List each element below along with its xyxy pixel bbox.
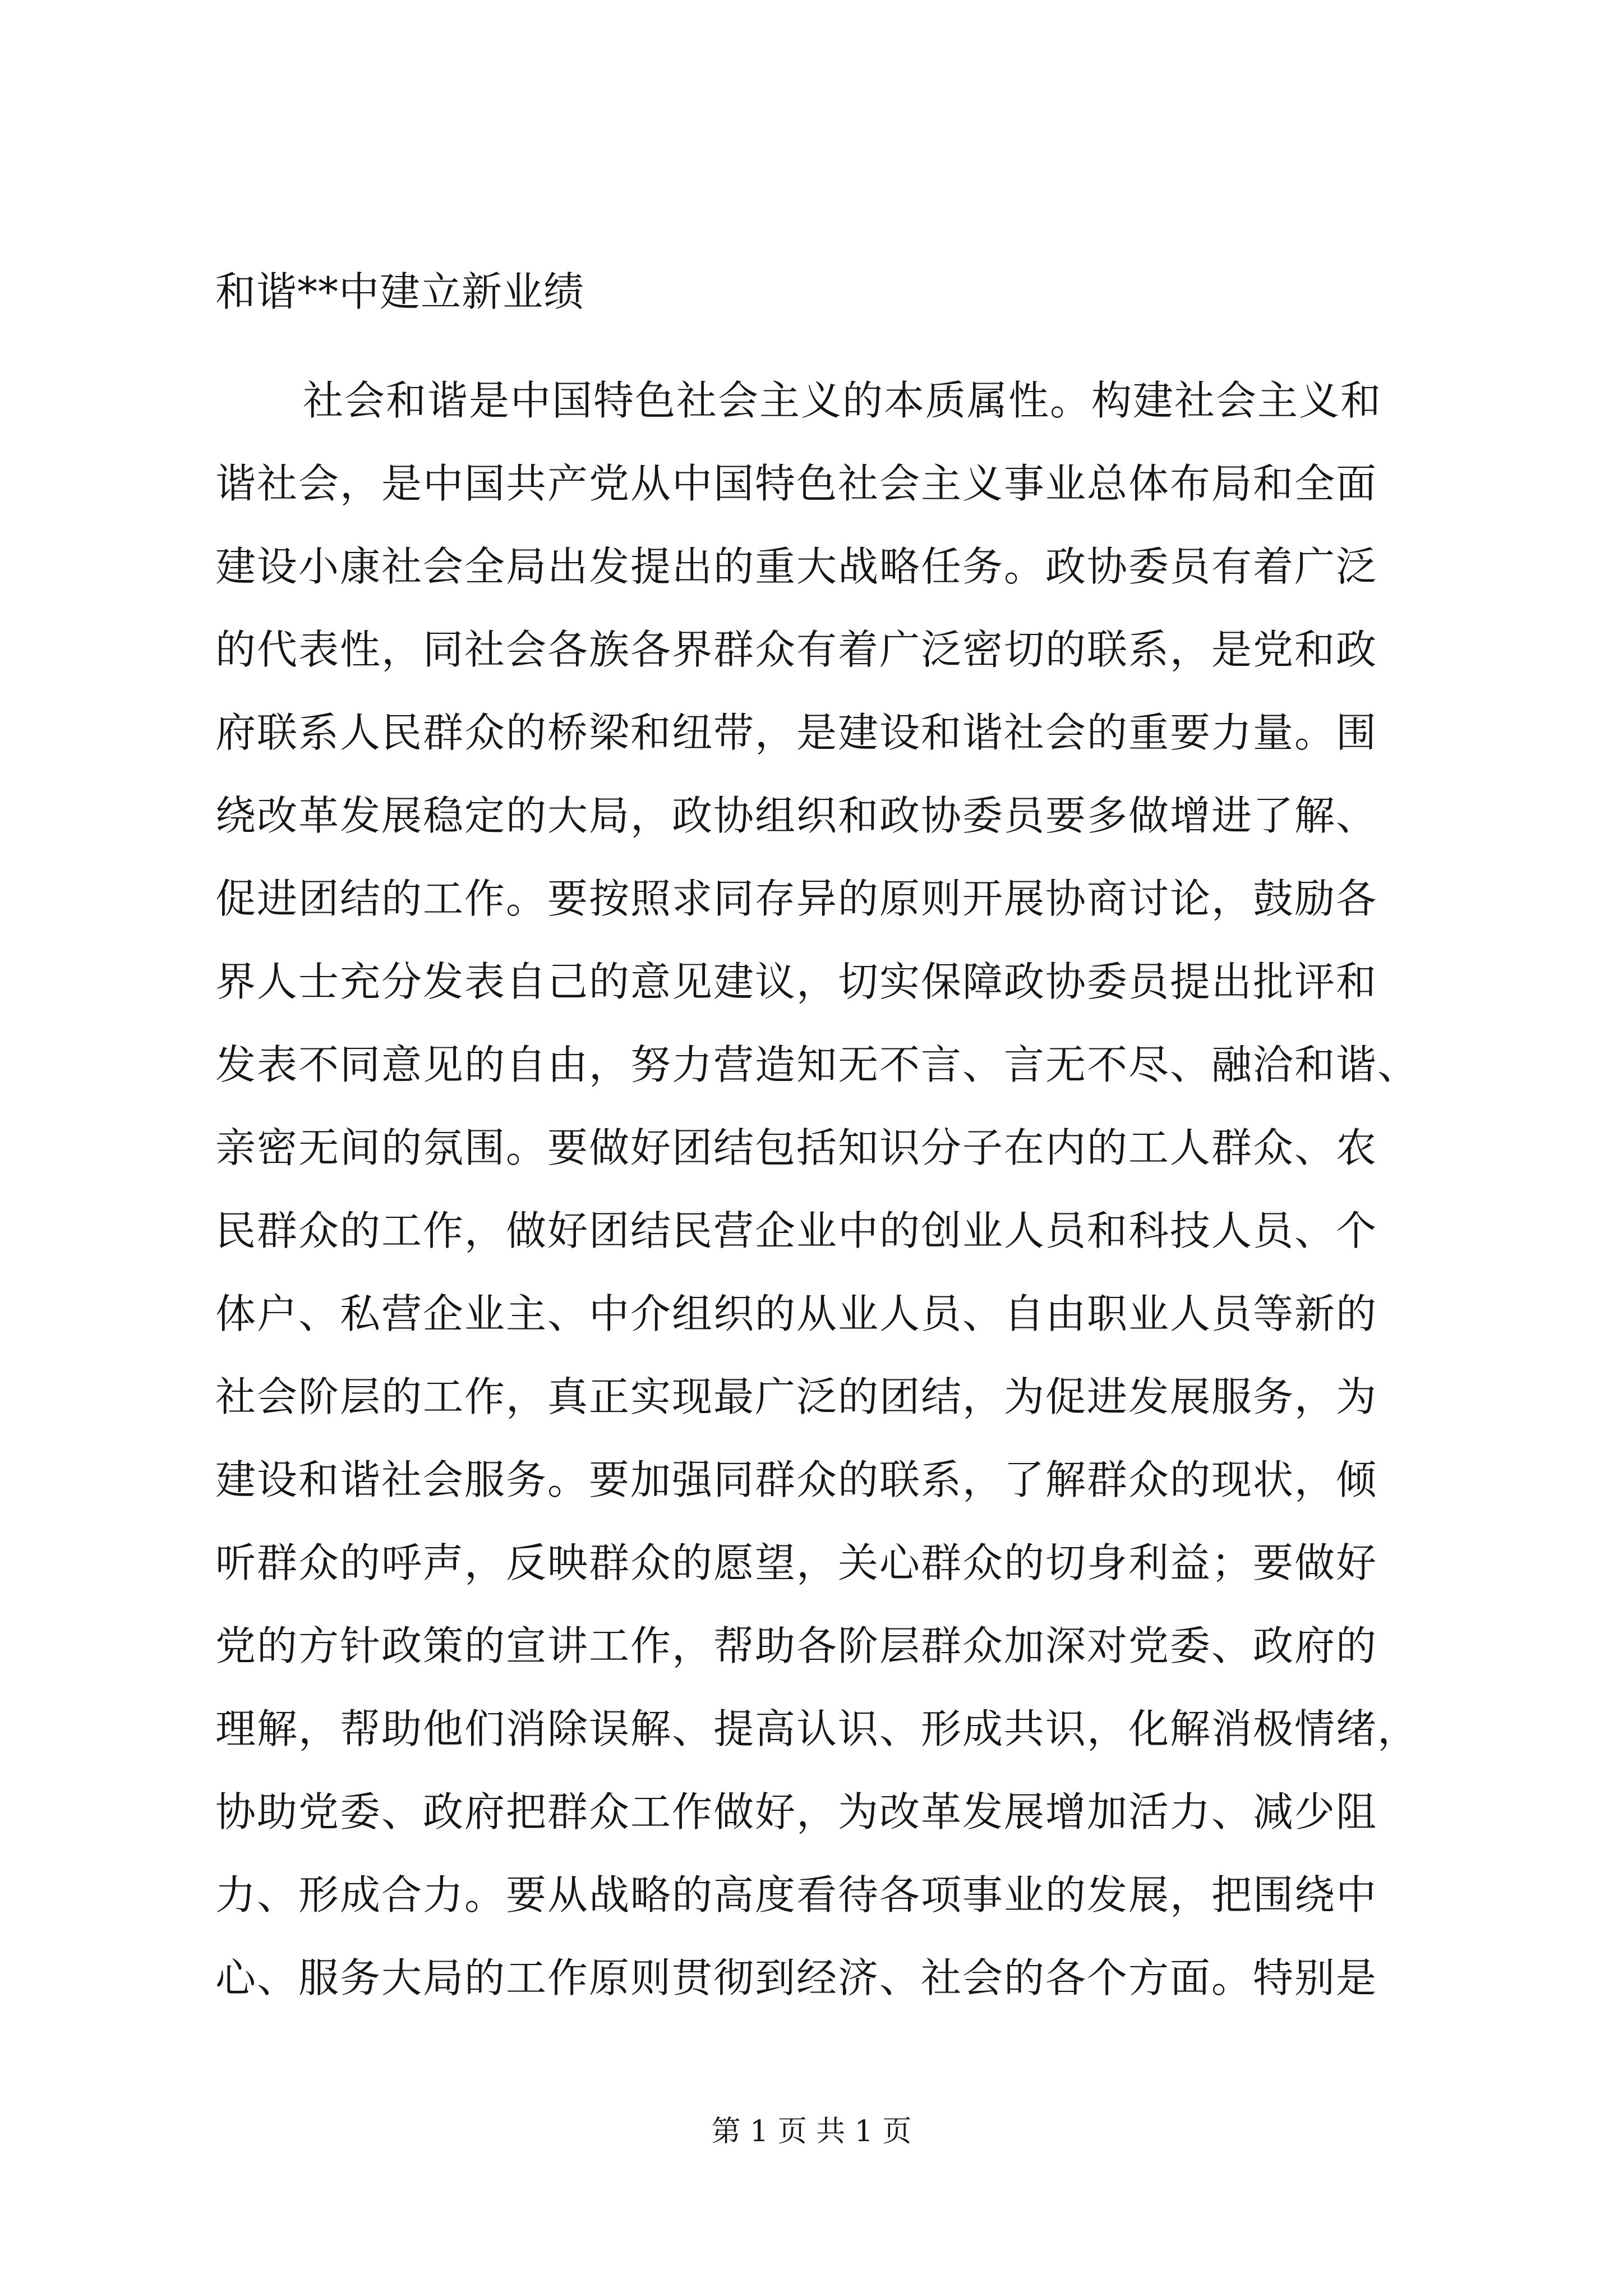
body-line: 的代表性，同社会各族各界群众有着广泛密切的联系，是党和政 bbox=[215, 626, 1378, 673]
body-line: 党的方针政策的宣讲工作，帮助各阶层群众加深对党委、政府的 bbox=[215, 1622, 1378, 1669]
body-line: 府联系人民群众的桥梁和纽带，是建设和谐社会的重要力量。围 bbox=[215, 709, 1378, 756]
document-title: 和谐**中建立新业绩 bbox=[215, 268, 585, 315]
page-number-footer: 第 1 页 共 1 页 bbox=[711, 2115, 912, 2148]
body-line: 心、服务大局的工作原则贯彻到经济、社会的各个方面。特别是 bbox=[215, 1954, 1378, 2001]
body-line: 建设小康社会全局出发提出的重大战略任务。政协委员有着广泛 bbox=[215, 543, 1378, 590]
body-line: 谐社会，是中国共产党从中国特色社会主义事业总体布局和全面 bbox=[215, 460, 1378, 507]
body-line: 理解，帮助他们消除误解、提高认识、形成共识，化解消极情绪， bbox=[215, 1705, 1419, 1752]
body-line: 听群众的呼声，反映群众的愿望，关心群众的切身利益；要做好 bbox=[215, 1539, 1378, 1586]
body-line: 体户、私营企业主、中介组织的从业人员、自由职业人员等新的 bbox=[215, 1290, 1378, 1337]
body-line: 亲密无间的氛围。要做好团结包括知识分子在内的工人群众、农 bbox=[215, 1124, 1378, 1171]
body-line: 发表不同意见的自由，努力营造知无不言、言无不尽、融洽和谐、 bbox=[215, 1041, 1419, 1088]
body-line: 力、形成合力。要从战略的高度看待各项事业的发展，把围绕中 bbox=[215, 1871, 1378, 1918]
body-line: 社会阶层的工作，真正实现最广泛的团结，为促进发展服务，为 bbox=[215, 1373, 1378, 1420]
body-line: 界人士充分发表自己的意见建议，切实保障政协委员提出批评和 bbox=[215, 958, 1378, 1005]
body-line: 民群众的工作，做好团结民营企业中的创业人员和科技人员、个 bbox=[215, 1207, 1378, 1254]
body-line: 社会和谐是中国特色社会主义的本质属性。构建社会主义和 bbox=[303, 377, 1382, 424]
body-line: 建设和谐社会服务。要加强同群众的联系，了解群众的现状，倾 bbox=[215, 1456, 1378, 1503]
body-line: 绕改革发展稳定的大局，政协组织和政协委员要多做增进了解、 bbox=[215, 792, 1378, 839]
body-line: 促进团结的工作。要按照求同存异的原则开展协商讨论，鼓励各 bbox=[215, 875, 1378, 922]
document-body bbox=[215, 359, 1419, 2019]
body-line: 协助党委、政府把群众工作做好，为改革发展增加活力、减少阻 bbox=[215, 1788, 1378, 1835]
